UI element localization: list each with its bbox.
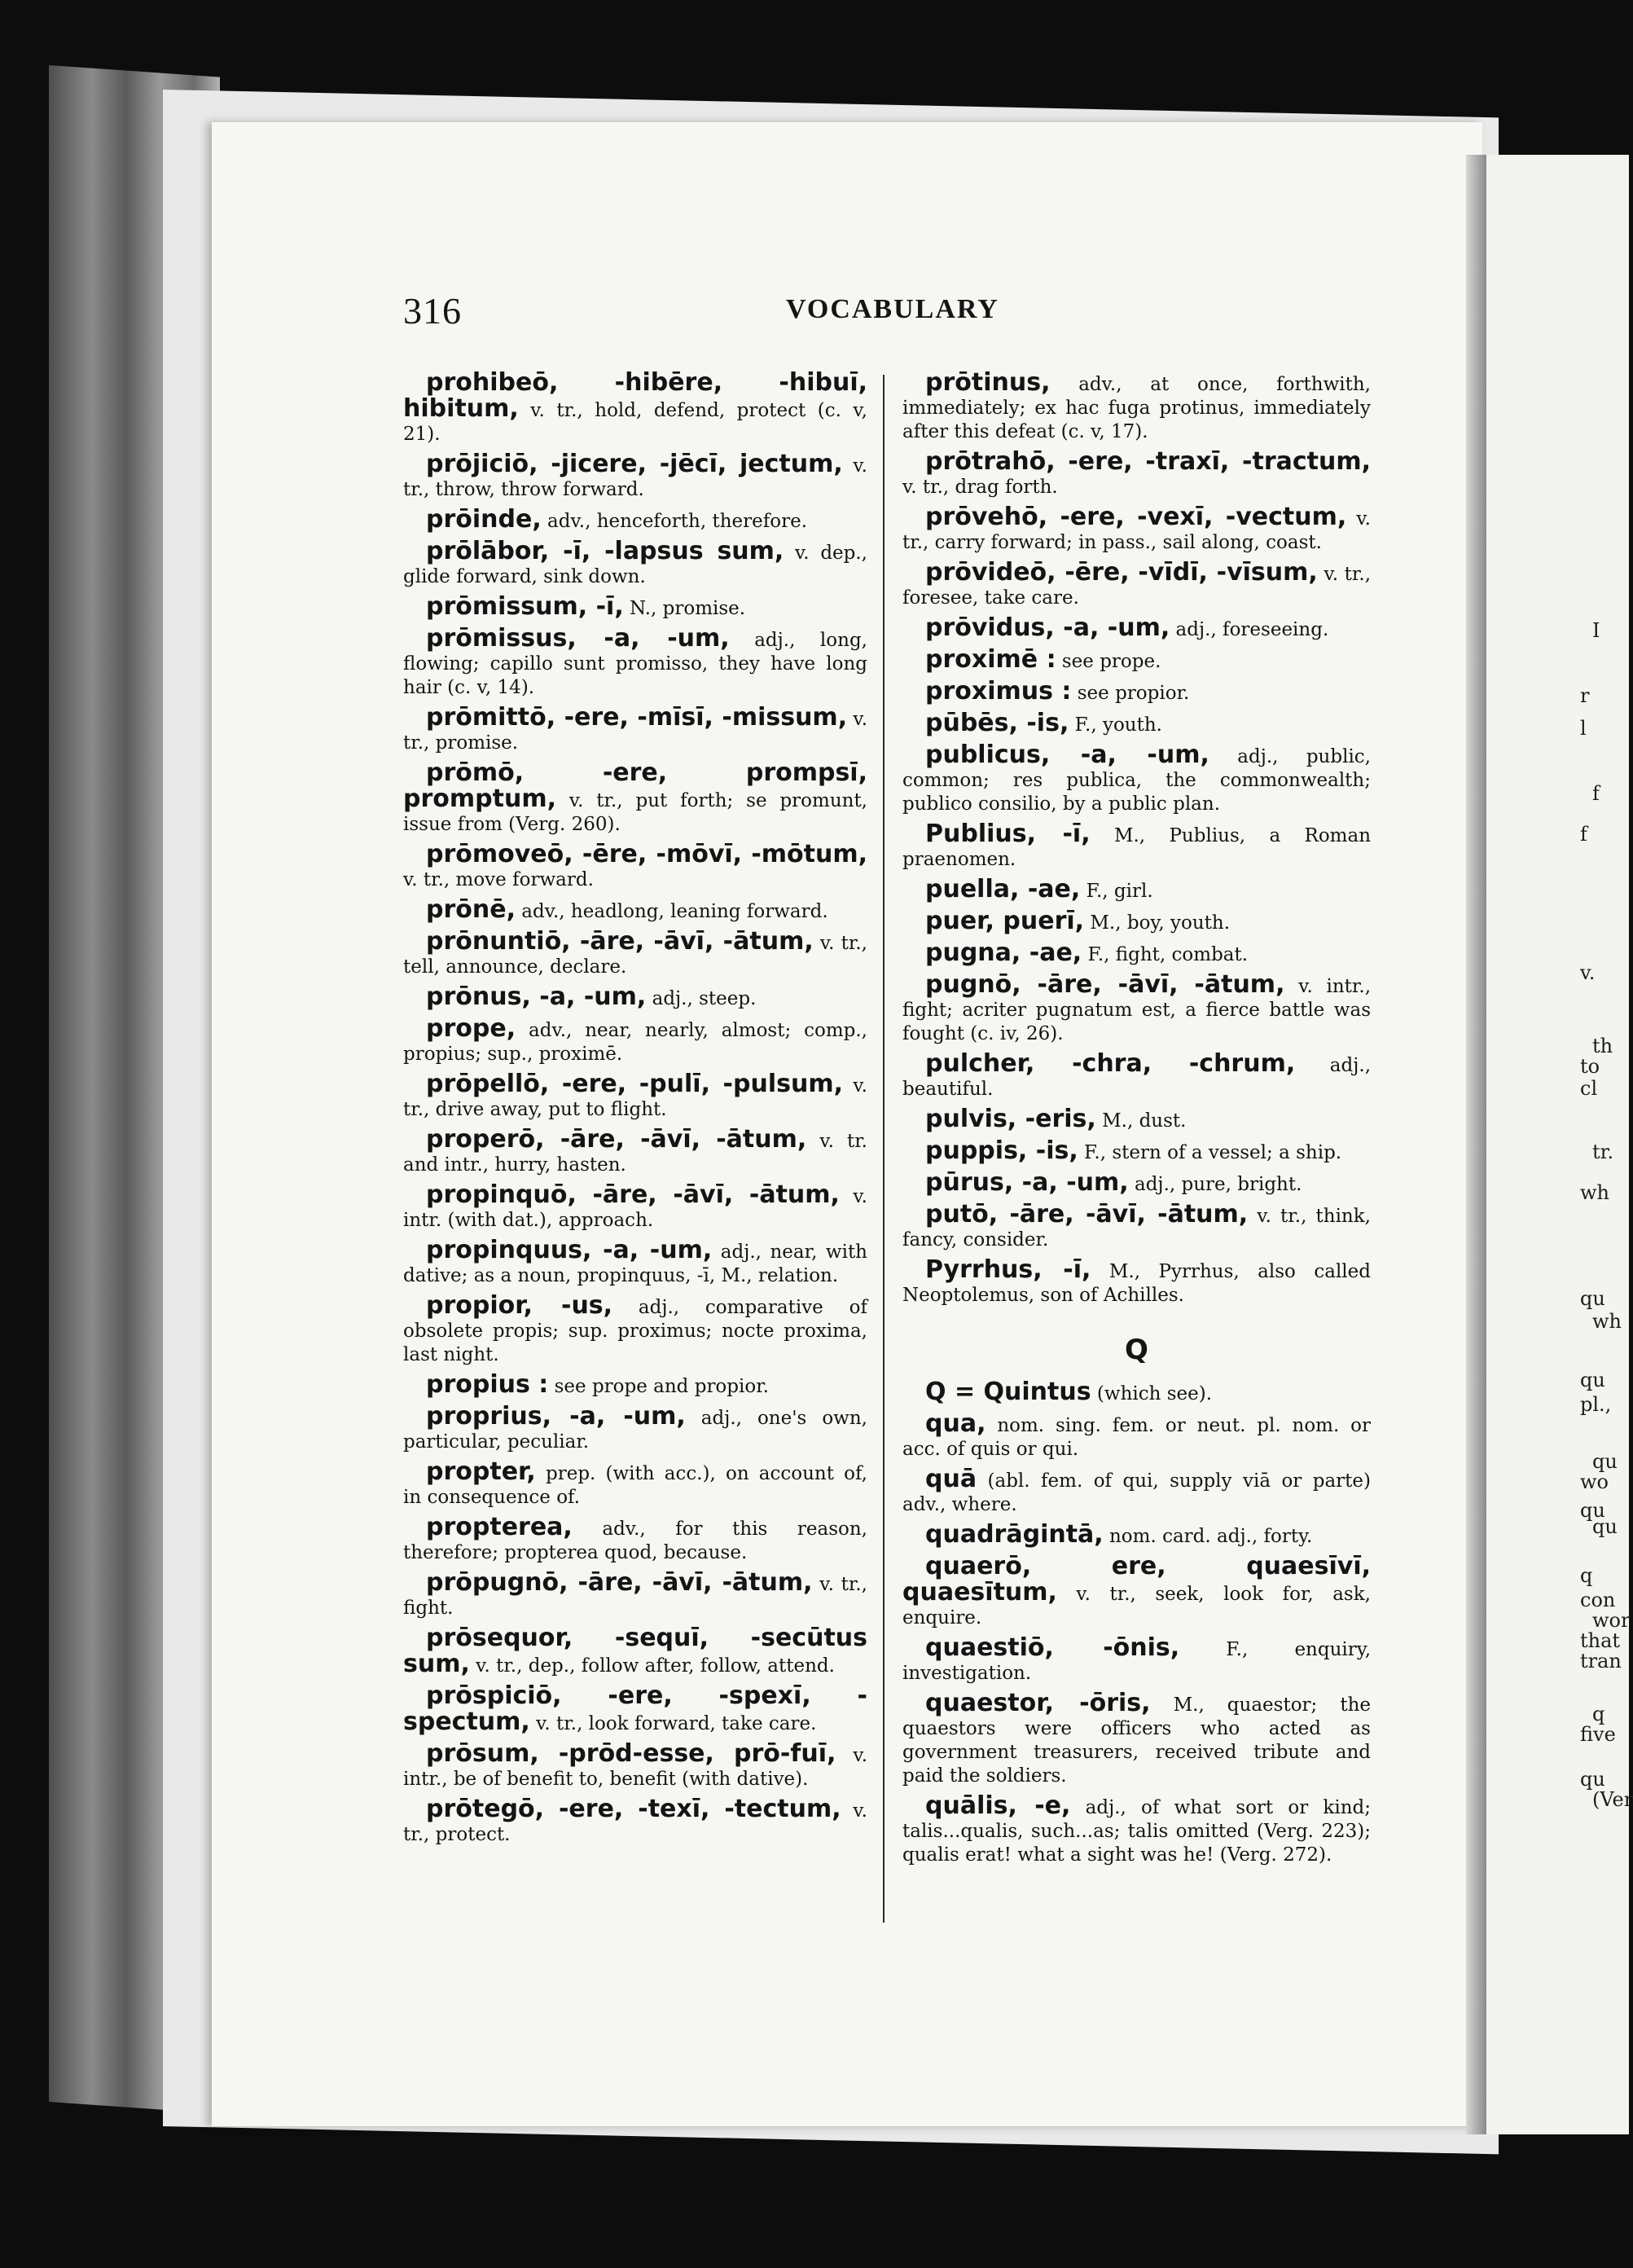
dictionary-entry: [403, 1515, 867, 1565]
right-page-text-fragment: wor: [1592, 1609, 1631, 1632]
right-page-text-fragment: wh: [1592, 1310, 1622, 1333]
entry-lemma: prōmittō, -ere, -mīsī, -missum,: [426, 703, 848, 732]
entry-definition: adj., steep.: [646, 988, 757, 1009]
entry-lemma: quā: [925, 1465, 977, 1493]
entry-definition: v. intr., be of benefit to, benefit (with dative).: [403, 1745, 868, 1790]
right-page-text-fragment: v.: [1580, 961, 1596, 984]
running-head: VOCABULARY: [786, 294, 999, 324]
entry-lemma: prōpellō, -ere, -pulī, -pulsum,: [426, 1070, 843, 1098]
right-column-p-entries: [902, 368, 1372, 1308]
entry-definition: M., dust.: [1095, 1110, 1187, 1132]
entry-lemma: prōlābor, -ī, -lapsus sum,: [426, 537, 784, 565]
entry-lemma: puppis, -is,: [925, 1136, 1078, 1165]
entry-lemma: propius :: [426, 1370, 549, 1399]
entry-lemma: proximus :: [925, 677, 1072, 705]
dictionary-entry: [403, 592, 867, 621]
dictionary-entry: [403, 1404, 867, 1454]
entry-lemma: prōsum, -prōd-esse, prō-fuī,: [426, 1739, 836, 1768]
dictionary-entry: [902, 368, 1371, 444]
entry-definition: M., boy, youth.: [1084, 912, 1231, 934]
right-page-text-fragment: q: [1580, 1564, 1593, 1587]
entry-lemma: proximē :: [925, 645, 1056, 674]
dictionary-entry: [902, 1107, 1371, 1133]
entry-definition: adj., of what sort or kind; talis...qualis, such...as; talis omitted (Verg. 223); qualis erat! what a sight was he! (Verg. 272).: [902, 1797, 1371, 1866]
entry-lemma: prōtrahō, -ere, -traxī, -tractum,: [925, 447, 1371, 476]
entry-definition: v. tr., tell, announce, declare.: [403, 933, 867, 978]
entry-lemma: prope,: [426, 1014, 516, 1043]
entry-lemma: prōvidus, -a, -um,: [925, 613, 1170, 642]
entry-definition: F., stern of a vessel; a ship.: [1078, 1142, 1342, 1163]
entry-lemma: prōspiciō, -ere, -spexī, -spectum,: [403, 1681, 867, 1736]
entry-definition: see prope and propior.: [548, 1376, 769, 1397]
dictionary-entry: [403, 505, 867, 534]
dictionary-entry: [403, 1681, 867, 1736]
dictionary-entry: [403, 705, 867, 755]
right-page-text-fragment: five: [1580, 1723, 1616, 1746]
entry-lemma: prōnus, -a, -um,: [426, 982, 647, 1011]
entry-lemma: prōmō, -ere, prompsī, promptum,: [403, 758, 867, 813]
entry-definition: v. tr., carry forward; in pass., sail along, coast.: [902, 508, 1371, 553]
dictionary-entry: [902, 1202, 1371, 1252]
entry-lemma: pugna, -ae,: [925, 938, 1082, 967]
entry-lemma: pulcher, -chra, -chrum,: [925, 1049, 1296, 1078]
entry-definition: N., promise.: [623, 598, 746, 619]
entry-definition: adv., headlong, leaning forward.: [515, 901, 828, 922]
entry-definition: v. intr., fight; acriter pugnatum est, a fierce battle was fought (c. iv, 26).: [902, 976, 1371, 1044]
entry-definition: nom. sing. fem. or neut. pl. nom. or acc. of quis or qui.: [902, 1415, 1371, 1460]
dictionary-entry: [902, 560, 1371, 610]
entry-lemma: prōjiciō, -jicere, -jēcī, jectum,: [426, 450, 843, 478]
right-column: [902, 368, 1372, 1873]
entry-definition: adj., foreseeing.: [1170, 619, 1329, 640]
page-header: [403, 289, 1376, 338]
left-column: [403, 368, 868, 1853]
dictionary-entry: [902, 679, 1371, 705]
entry-lemma: quadrāgintā,: [925, 1520, 1104, 1549]
right-page-text-fragment: r: [1580, 684, 1590, 707]
entry-lemma: prōmissum, -ī,: [426, 592, 624, 621]
right-page-text-fragment: l: [1580, 717, 1587, 740]
entry-definition: v. tr., protect.: [403, 1800, 867, 1845]
entry-definition: adj., near, with dative; as a noun, propinquus, -ī, M., relation.: [403, 1242, 867, 1286]
entry-definition: adv., henceforth, therefore.: [541, 511, 808, 532]
entry-definition: v. tr., drag forth.: [902, 477, 1058, 498]
dictionary-entry: [403, 1072, 867, 1122]
entry-lemma: prōvehō, -ere, -vexī, -vectum,: [925, 503, 1347, 531]
entry-definition: v. dep., glide forward, sink down.: [403, 543, 867, 587]
entry-definition: v. tr., think, fancy, consider.: [902, 1206, 1371, 1250]
right-page-text-fragment: wo: [1580, 1470, 1609, 1493]
entry-lemma: qua,: [925, 1409, 986, 1438]
dictionary-entry: [902, 1467, 1371, 1517]
dictionary-entry: [902, 1633, 1372, 1686]
entry-definition: M., Publius, a Roman praenomen.: [902, 825, 1372, 870]
entry-definition: adj., pure, bright.: [1128, 1174, 1302, 1195]
entry-lemma: Pyrrhus, -ī,: [925, 1255, 1091, 1284]
entry-definition: v. tr., fight.: [403, 1574, 867, 1619]
dictionary-entry: [902, 1136, 1371, 1165]
entry-lemma: propior, -us,: [426, 1291, 613, 1320]
entry-definition: prep. (with acc.), on account of, in consequence of.: [403, 1463, 867, 1508]
dictionary-entry: [902, 1049, 1371, 1101]
right-page-text-fragment: q: [1592, 1703, 1605, 1725]
right-page-text-fragment: th: [1592, 1035, 1613, 1057]
entry-lemma: prōtinus,: [925, 368, 1051, 397]
dictionary-entry: [403, 927, 867, 979]
entry-lemma: quaestiō, -ōnis,: [925, 1633, 1180, 1662]
entry-definition: v. intr. (with dat.), approach.: [403, 1186, 867, 1231]
right-page-text-fragment: I: [1592, 619, 1600, 642]
entry-lemma: quālis, -e,: [925, 1791, 1071, 1820]
entry-lemma: propterea,: [426, 1513, 573, 1541]
entry-lemma: puella, -ae,: [925, 875, 1081, 903]
dictionary-entry: [403, 1739, 868, 1791]
entry-definition: v. tr., hold, defend, protect (c. v, 21).: [403, 400, 867, 445]
entry-definition: F., enquiry, investigation.: [902, 1639, 1372, 1684]
entry-lemma: pūbēs, -is,: [925, 709, 1069, 737]
dictionary-entry: [403, 1626, 867, 1678]
entry-lemma: properō, -āre, -āvī, -ātum,: [426, 1125, 807, 1154]
dictionary-entry: [403, 1180, 867, 1233]
entry-definition: v. tr., seek, look for, ask, enquire.: [902, 1584, 1371, 1628]
dictionary-entry: [902, 1791, 1371, 1867]
right-page-text-fragment: tr.: [1592, 1141, 1614, 1163]
dictionary-entry: [403, 895, 867, 924]
column-divider: [883, 375, 885, 1923]
entry-lemma: prōtegō, -ere, -texī, -tectum,: [426, 1795, 841, 1823]
dictionary-entry: [902, 743, 1371, 816]
entry-definition: (abl. fem. of qui, supply viā or parte) adv., where.: [902, 1470, 1371, 1515]
right-page-text-fragment: that: [1580, 1629, 1621, 1652]
entry-lemma: quaerō, ere, quaesīvī, quaesītum,: [902, 1552, 1371, 1606]
entry-definition: adj., comparative of obsolete propis; sup. proximus; nocte proxima, last night.: [403, 1297, 867, 1365]
dictionary-entry: [902, 645, 1371, 674]
entry-definition: M., quaestor; the quaestors were officers who acted as government treasurers, received tribute and paid the soldiers.: [902, 1694, 1371, 1787]
dictionary-entry: [902, 1168, 1371, 1197]
entry-lemma: prōpugnō, -āre, -āvī, -ātum,: [426, 1568, 813, 1597]
entry-lemma: pūrus, -a, -um,: [925, 1168, 1129, 1197]
right-column-q-entries: [902, 1380, 1371, 1867]
dictionary-entry: [902, 1554, 1371, 1630]
dictionary-entry: [902, 613, 1371, 642]
dictionary-entry: [902, 909, 1371, 935]
dictionary-entry: [403, 842, 867, 892]
entry-lemma: pugnō, -āre, -āvī, -ātum,: [925, 970, 1285, 999]
dictionary-entry: [403, 758, 867, 837]
entry-lemma: pulvis, -eris,: [925, 1105, 1096, 1133]
dictionary-entry: [403, 1014, 867, 1066]
dictionary-entry: [902, 1691, 1371, 1788]
entry-definition: adv., near, nearly, almost; comp., propius; sup., proximē.: [403, 1020, 867, 1065]
entry-definition: v. tr., promise.: [403, 709, 867, 754]
right-page-text-fragment: qu: [1580, 1369, 1605, 1391]
entry-lemma: prōmoveō, -ēre, -mōvī, -mōtum,: [426, 840, 867, 868]
entry-definition: nom. card. adj., forty.: [1103, 1526, 1313, 1547]
entry-lemma: proprius, -a, -um,: [426, 1402, 686, 1431]
entry-definition: adj., long, flowing; capillo sunt promisso, they have long hair (c. v, 14).: [403, 630, 867, 698]
dictionary-entry: [403, 1370, 867, 1399]
entry-lemma: puer, puerī,: [925, 907, 1085, 935]
right-page-text-fragment: qu: [1592, 1450, 1618, 1473]
entry-definition: adj., public, common; res publica, the commonwealth; publico consilio, by a public plan.: [902, 746, 1371, 815]
dictionary-entry: [403, 368, 867, 446]
dictionary-entry: [902, 1380, 1371, 1406]
entry-definition: F., youth.: [1069, 714, 1162, 736]
entry-lemma: publicus, -a, -um,: [925, 741, 1209, 769]
entry-definition: v. tr., put forth; se promunt, issue from (Verg. 260).: [403, 790, 867, 835]
entry-definition: F., fight, combat.: [1082, 944, 1249, 965]
entry-definition: v. tr., drive away, put to flight.: [403, 1075, 867, 1120]
dictionary-entry: [902, 970, 1371, 1046]
entry-lemma: quaestor, -ōris,: [925, 1689, 1151, 1717]
dictionary-entry: [403, 452, 867, 502]
entry-lemma: putō, -āre, -āvī, -ātum,: [925, 1200, 1249, 1228]
section-letter: Q: [1125, 1334, 1148, 1366]
entry-definition: (which see).: [1091, 1383, 1213, 1404]
dictionary-entry: [403, 1238, 867, 1288]
right-page-text-fragment: f: [1592, 782, 1600, 805]
right-page-text-fragment: wh: [1580, 1181, 1609, 1204]
entry-definition: see propior.: [1071, 683, 1190, 704]
entry-lemma: propinquus, -a, -um,: [426, 1236, 713, 1264]
right-page-text-fragment: to: [1580, 1055, 1600, 1078]
entry-definition: F., girl.: [1080, 881, 1153, 902]
dictionary-entry: [403, 1291, 867, 1367]
right-page-text-fragment: (Ver: [1592, 1788, 1633, 1811]
right-page-text-fragment: con: [1580, 1589, 1616, 1611]
entry-lemma: propinquō, -āre, -āvī, -ātum,: [426, 1180, 840, 1209]
entry-definition: adj., beautiful.: [902, 1055, 1371, 1100]
right-page-text-fragment: qu: [1580, 1499, 1605, 1522]
entry-lemma: prōnuntiō, -āre, -āvī, -ātum,: [426, 927, 814, 956]
entry-lemma: propter,: [426, 1457, 536, 1486]
dictionary-entry: [403, 626, 867, 700]
entry-definition: v. tr., look forward, take care.: [529, 1713, 817, 1734]
dictionary-entry: [902, 1255, 1371, 1308]
entry-lemma: prōmissus, -a, -um,: [426, 624, 730, 653]
entry-definition: v. tr. and intr., hurry, hasten.: [403, 1131, 867, 1176]
dictionary-entry: [902, 1520, 1371, 1549]
entry-lemma: prohibeō, -hibēre, -hibuī, hibitum,: [403, 368, 867, 423]
dictionary-entry: [403, 982, 867, 1011]
right-page-text-fragment: tran: [1580, 1650, 1622, 1672]
right-page-text-fragment: qu: [1580, 1287, 1605, 1310]
entry-definition: v. tr., dep., follow after, follow, attend.: [469, 1655, 835, 1677]
entry-lemma: prōvideō, -ēre, -vīdī, -vīsum,: [925, 558, 1318, 587]
page-number: 316: [403, 290, 462, 332]
entry-lemma: prōnē,: [426, 895, 516, 924]
right-page-text-fragment: f: [1580, 823, 1587, 846]
entry-definition: see prope.: [1056, 651, 1161, 672]
entry-definition: v. tr., foresee, take care.: [902, 564, 1371, 609]
dictionary-entry: [902, 711, 1371, 737]
entry-definition: M., Pyrrhus, also called Neoptolemus, son of Achilles.: [902, 1261, 1371, 1306]
entry-definition: v. tr., throw, throw forward.: [403, 455, 867, 500]
entry-lemma: prōsequor, -sequī, -secūtus sum,: [403, 1624, 867, 1678]
dictionary-entry: [902, 505, 1371, 555]
entry-lemma: Q = Quintus: [925, 1378, 1091, 1406]
right-page: [1486, 155, 1633, 2134]
entry-definition: v. tr., move forward.: [403, 869, 594, 890]
right-page-text-fragment: qu: [1592, 1515, 1618, 1538]
dictionary-entry: [902, 822, 1371, 872]
entry-lemma: Publius, -ī,: [925, 820, 1091, 848]
dictionary-entry: [403, 1457, 867, 1510]
dictionary-entry: [902, 447, 1371, 499]
dictionary-entry: [403, 1127, 867, 1177]
entry-definition: adv., at once, forthwith, immediately; ex hac fuga protinus, immediately after this defeat (c. v, 17).: [902, 374, 1371, 442]
dictionary-entry: [403, 539, 867, 589]
entry-lemma: prōinde,: [426, 505, 542, 534]
dictionary-entry: [902, 877, 1371, 903]
dictionary-entry: [902, 1409, 1371, 1461]
entry-definition: adv., for this reason, therefore; propterea quod, because.: [403, 1519, 867, 1563]
right-page-text-fragment: pl.,: [1580, 1393, 1612, 1416]
right-page-text-fragment: cl: [1580, 1077, 1598, 1100]
dictionary-entry: [902, 938, 1371, 967]
entry-definition: adj., one's own, particular, peculiar.: [403, 1408, 867, 1453]
right-page-text-fragment: qu: [1580, 1768, 1605, 1791]
dictionary-entry: [403, 1568, 867, 1620]
dictionary-entry: [403, 1797, 867, 1847]
